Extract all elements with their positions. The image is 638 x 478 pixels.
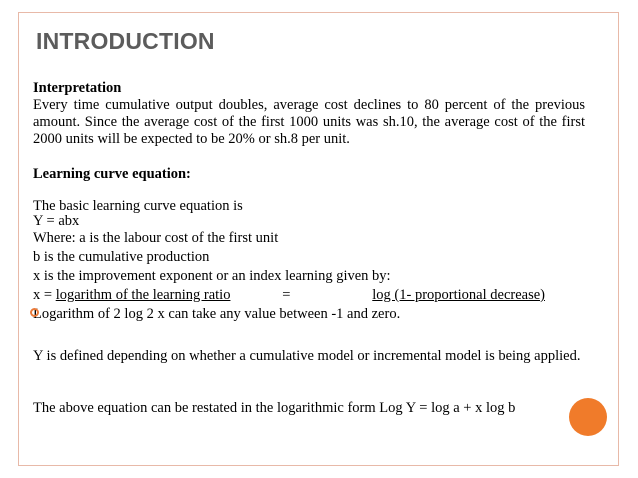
x-equation (33, 286, 545, 305)
restated-equation-text: The above equation can be restated in the logarithmic form Log Y = log a + x log b (33, 400, 516, 416)
x-definition: x is the improvement exponent or an index learning given by: (33, 268, 391, 284)
logarithm-line: Logarithm of 2 log 2 x can take any value between -1 and zero. (33, 306, 401, 322)
x-equation-left (33, 286, 230, 305)
x-equation-numerator: logarithm of the learning ratio (55, 287, 231, 303)
interpretation-text: Every time cumulative output doubles, average cost declines to 80 percent of the previous amount. Since the average cost of the first 1000 units was sh.10, the average cost of the first 2000 units will be expected to be 20% or sh.8 per unit. (33, 97, 585, 147)
bullet-circle-icon (30, 308, 39, 317)
basic-equation: Y = abx (33, 213, 80, 229)
where-a-definition: Where: a is the labour cost of the first unit (33, 230, 279, 246)
b-definition: b is the cumulative production (33, 249, 210, 265)
x-equation-equals: = (282, 287, 291, 303)
equation-heading: Learning curve equation: (33, 166, 191, 182)
x-equation-rhs: log (1- proportional decrease) (372, 287, 545, 303)
slide-body (33, 80, 585, 365)
x-equation-prefix: x = (33, 287, 56, 303)
slide-title: INTRODUCTION (36, 28, 215, 54)
y-defined-text: Y is defined depending on whether a cumulative model or incremental model is being applied. (33, 348, 581, 364)
interpretation-heading: Interpretation (33, 80, 122, 96)
basic-equation-intro: The basic learning curve equation is (33, 198, 243, 214)
